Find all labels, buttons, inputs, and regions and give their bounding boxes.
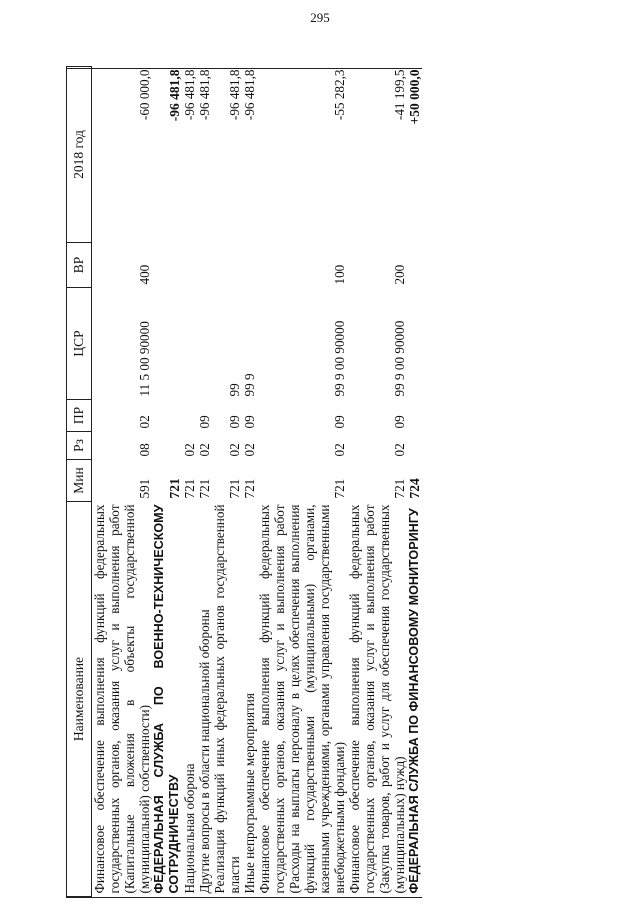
cell-rz: [407, 432, 422, 460]
cell-name: Национальная оборона: [182, 763, 197, 894]
table-row: [347, 67, 407, 897]
cell-min: 591: [137, 478, 152, 499]
cell-csr: [407, 288, 422, 400]
header-year: 2018 год: [67, 67, 92, 243]
cell-amount: +50 000,0: [407, 69, 422, 125]
budget-table: [66, 66, 422, 897]
cell-csr: 99: [227, 383, 242, 397]
cell-pr: 02: [137, 415, 152, 429]
cell-name: Финансовое обеспечение выполнения функций федеральных государственных органов, оказания услуг и выполнения работ (Закупка товаров, работ и услуг для обеспечения государственных (муниципальных) нужд): [347, 504, 407, 894]
table-row: [182, 67, 197, 897]
cell-amount: -41 199,5: [392, 69, 407, 121]
header-row: [67, 67, 92, 897]
rotated-page-content: [66, 68, 591, 898]
cell-csr: 99 9 00 90000: [392, 320, 407, 397]
cell-min: 721: [182, 478, 197, 499]
cell-vr: 200: [392, 264, 407, 285]
cell-min: 721: [197, 478, 212, 499]
cell-vr: 100: [332, 264, 347, 285]
cell-amount: -96 481,8: [167, 69, 182, 122]
cell-csr: 99 9 00 90000: [332, 320, 347, 397]
cell-rz: 08: [137, 443, 152, 457]
cell-min: 721: [332, 478, 347, 499]
cell-pr: 09: [332, 415, 347, 429]
cell-pr: [182, 400, 197, 432]
table-row: [257, 67, 347, 897]
cell-amount: -55 282,3: [332, 69, 347, 121]
cell-name: Другие вопросы в области национальной обороны: [197, 609, 212, 894]
cell-rz: 02: [392, 443, 407, 457]
cell-csr: 11 5 00 90000: [137, 321, 152, 397]
header-min: Мин: [67, 460, 92, 502]
cell-pr: 09: [197, 415, 212, 429]
cell-rz: 02: [182, 443, 197, 457]
cell-rz: 02: [242, 443, 257, 457]
cell-csr: [152, 288, 182, 400]
header-rz: Рз: [67, 432, 92, 460]
cell-csr: 99 9: [242, 373, 257, 397]
cell-name: Иные непрограммные мероприятия: [242, 693, 257, 894]
cell-min: 721: [227, 478, 242, 499]
cell-vr: [212, 243, 242, 288]
cell-vr: [407, 243, 422, 288]
header-csr: ЦСР: [67, 288, 92, 400]
cell-name: Реализация функций иных федеральных органов государственной власти: [212, 504, 242, 894]
cell-vr: [242, 243, 257, 288]
cell-rz: 02: [332, 443, 347, 457]
cell-csr: [197, 288, 212, 400]
cell-name: ФЕДЕРАЛЬНАЯ СЛУЖБА ПО ФИНАНСОВОМУ МОНИТОРИНГУ: [407, 508, 421, 894]
table-body: [92, 67, 423, 897]
cell-pr: [407, 400, 422, 432]
cell-amount: -96 481,8: [242, 69, 257, 121]
header-vr: ВР: [67, 243, 92, 288]
table-header: [67, 67, 92, 897]
cell-pr: [152, 400, 182, 432]
cell-pr: 09: [242, 415, 257, 429]
table-row: [212, 67, 242, 897]
budget-table-frame: [66, 68, 422, 898]
cell-rz: 02: [197, 443, 212, 457]
table-row: [92, 67, 153, 897]
cell-vr: 400: [137, 264, 152, 285]
table-row: [197, 67, 212, 897]
cell-vr: [197, 243, 212, 288]
cell-min: 721: [392, 478, 407, 499]
page-number: 295: [310, 10, 330, 25]
cell-min: 721: [167, 478, 182, 499]
cell-amount: -60 000,0: [137, 69, 152, 121]
cell-min: 724: [407, 478, 422, 499]
cell-pr: 09: [392, 415, 407, 429]
cell-name: ФЕДЕРАЛЬНАЯ СЛУЖБА ПО ВОЕННО-ТЕХНИЧЕСКОМУ СОТРУДНИЧЕСТВУ: [152, 504, 181, 894]
table-row: [407, 67, 422, 897]
cell-amount: -96 481,8: [182, 69, 197, 121]
header-name: Наименование: [67, 502, 92, 897]
table-row: [152, 67, 182, 897]
cell-csr: [182, 288, 197, 400]
table-row: [242, 67, 257, 897]
header-pr: ПР: [67, 400, 92, 432]
cell-amount: -96 481,8: [227, 69, 242, 121]
cell-name: Финансовое обеспечение выполнения функций федеральных государственных органов, оказания услуг и выполнения работ (Капитальные вложения в объекты государственной (муниципальной) собственности): [92, 504, 152, 894]
cell-pr: 09: [227, 415, 242, 429]
cell-vr: [182, 243, 197, 288]
cell-name: Финансовое обеспечение выполнения функций федеральных государственных органов, оказания услуг и выполнения работ (Расходы на выплаты персоналу в целях обеспечения выполнения функций государственными (муниципальными) органами, казенными учреждениями, органами управления государственными внебюджетными фондами): [257, 504, 347, 894]
cell-rz: [152, 432, 182, 460]
cell-min: 721: [242, 478, 257, 499]
cell-rz: 02: [227, 443, 242, 457]
cell-amount: -96 481,8: [197, 69, 212, 121]
cell-vr: [152, 243, 182, 288]
